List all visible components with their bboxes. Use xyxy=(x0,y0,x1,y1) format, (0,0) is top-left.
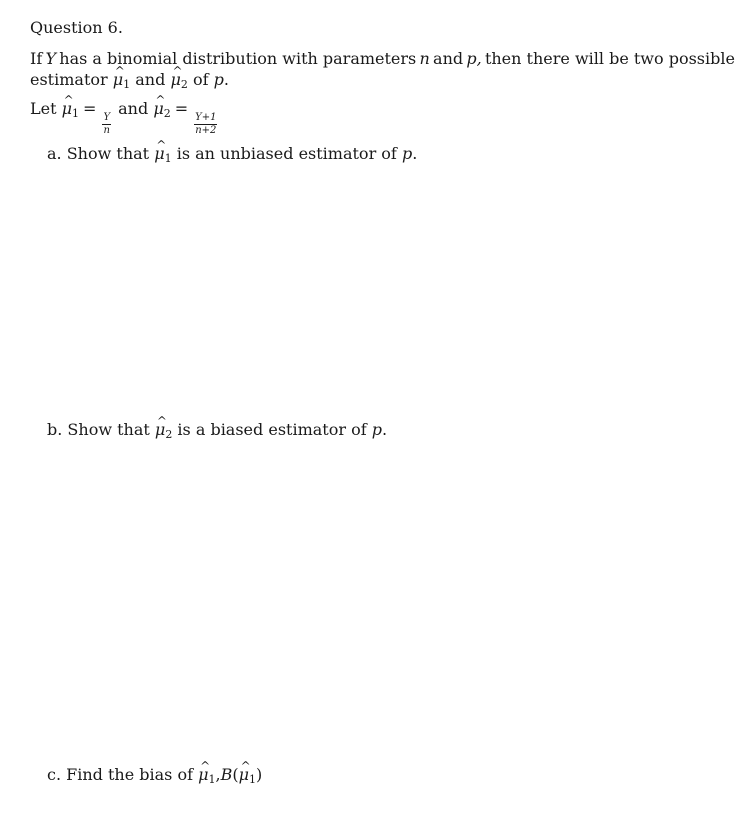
paren-open: ( xyxy=(232,765,239,784)
part-label: c. xyxy=(47,765,62,784)
paren-close: ) xyxy=(256,765,263,784)
estimator-mu1 xyxy=(198,765,215,790)
subscript: 1 xyxy=(249,773,257,786)
mu-symbol: μ xyxy=(238,765,250,784)
subscript: 1 xyxy=(164,152,172,165)
part-a xyxy=(47,144,417,169)
estimator-mu1 xyxy=(154,144,171,169)
estimator-mu2 xyxy=(170,70,187,95)
intro-word: of xyxy=(192,70,209,89)
period: . xyxy=(412,144,418,163)
variable-p: p xyxy=(371,420,382,439)
subscript: 1 xyxy=(123,78,131,91)
intro-word: estimator xyxy=(30,70,108,89)
part-b xyxy=(47,420,387,445)
part-text: Show that xyxy=(66,144,150,163)
subscript: 2 xyxy=(163,107,171,120)
estimator-mu1 xyxy=(62,99,79,124)
period: . xyxy=(381,420,388,439)
question-title-text: Question 6. xyxy=(30,18,123,37)
part-text: Show that xyxy=(67,420,150,439)
question-title xyxy=(30,18,123,38)
subscript: 2 xyxy=(165,428,173,441)
intro-line-1 xyxy=(30,49,735,69)
intro-word: If xyxy=(30,49,43,68)
definition-line xyxy=(30,99,219,136)
subscript: 2 xyxy=(180,78,188,91)
estimator-mu1 xyxy=(113,70,130,95)
fraction-denominator: n xyxy=(103,125,110,136)
part-label: a. xyxy=(47,144,62,163)
mu-symbol: μ xyxy=(170,70,181,89)
part-text: Find the bias of xyxy=(66,765,194,784)
equals-sign: = xyxy=(174,99,189,118)
subscript: 1 xyxy=(208,773,216,786)
variable-y: Y xyxy=(45,49,57,68)
comma: , xyxy=(215,765,221,784)
subscript: 1 xyxy=(72,107,80,120)
fraction-numerator: Y xyxy=(103,112,111,123)
estimator-mu2 xyxy=(153,99,170,124)
variable-n: n xyxy=(419,49,430,68)
part-label: b. xyxy=(47,420,63,439)
fraction-numerator: Y+1 xyxy=(195,112,217,123)
let-word: Let xyxy=(30,99,57,118)
fraction-y-over-n xyxy=(102,113,111,136)
mu-symbol: μ xyxy=(153,99,164,118)
part-text: is a biased estimator of xyxy=(177,420,367,439)
fraction-y-plus-1-over-n-plus-2 xyxy=(194,113,217,136)
mu-symbol: μ xyxy=(198,765,209,784)
and-word: and xyxy=(118,99,149,118)
mu-symbol: μ xyxy=(112,70,124,89)
part-text: is an unbiased estimator of xyxy=(176,144,397,163)
estimator-mu1 xyxy=(239,765,256,790)
estimator-mu2 xyxy=(155,420,172,445)
intro-word: and xyxy=(135,70,166,89)
mu-symbol: μ xyxy=(154,144,165,163)
intro-phrase: has a binomial distribution with parameters xyxy=(59,49,417,68)
intro-word: and xyxy=(433,49,464,68)
equals-sign: = xyxy=(83,99,97,118)
bias-function: B xyxy=(220,765,233,784)
variable-p: p xyxy=(401,144,413,163)
period: . xyxy=(223,70,229,89)
intro-line-2 xyxy=(30,70,229,95)
fraction-denominator: n+2 xyxy=(195,125,217,136)
variable-p: p, xyxy=(466,49,482,68)
intro-phrase: then there will be two possible xyxy=(484,49,735,68)
mu-symbol: μ xyxy=(154,420,166,439)
mu-symbol: μ xyxy=(61,99,73,118)
variable-p: p xyxy=(213,70,224,89)
part-c xyxy=(47,765,262,790)
